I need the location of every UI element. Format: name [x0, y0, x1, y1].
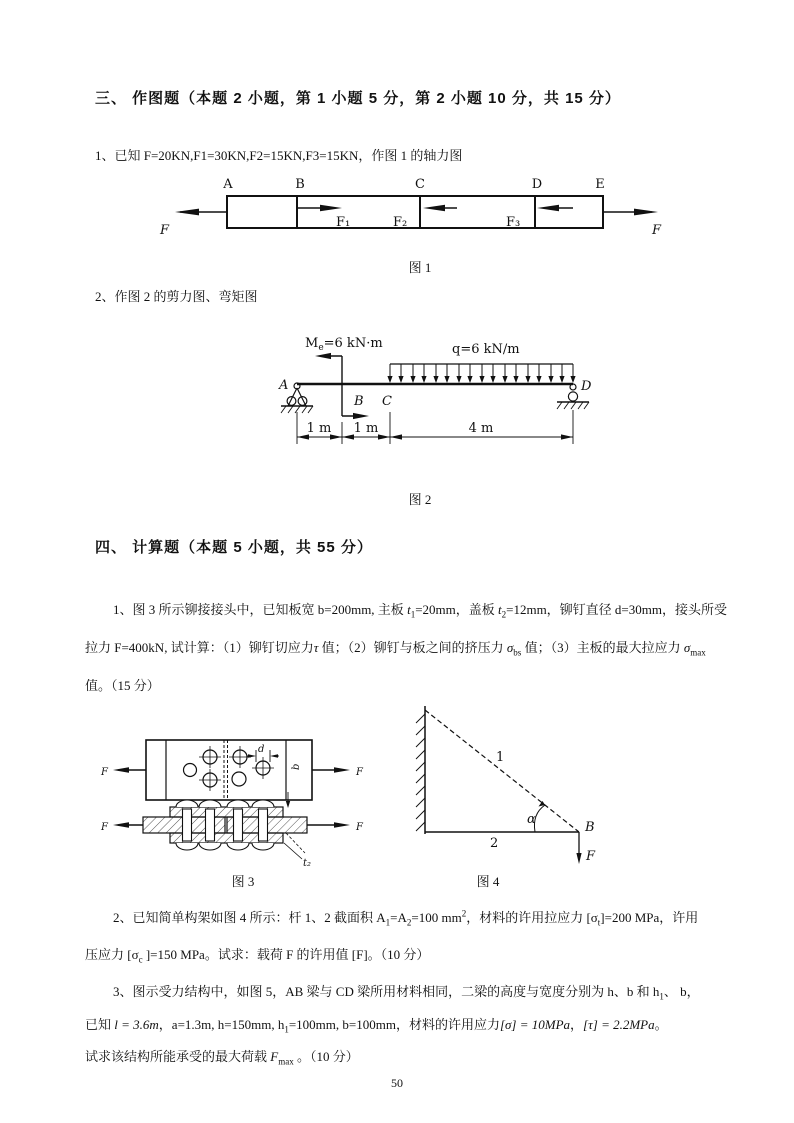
problem-3-2-statement: 2、作图 2 的剪力图、弯矩图: [95, 289, 258, 304]
load-label: q=6 kN/m: [452, 342, 520, 357]
label-B: B: [354, 394, 364, 409]
moment-label: $M_e=6$ kN·m: [305, 336, 383, 353]
label-rod-1: 1: [496, 750, 505, 765]
figure-2-caption: 图 2: [408, 492, 432, 507]
label-F-left: F: [160, 223, 170, 238]
problem-4-2-line-1: 2、已知简单构架如图 4 所示：杆 1、2 截面积 $A_1=A_2=100$ $mm^2$，材料的许用拉应力 $[\sigma_t]=200$ MPa，许用: [113, 908, 699, 928]
section-view: [100, 792, 364, 869]
label-C: C: [382, 394, 392, 409]
label-B: B: [295, 177, 305, 192]
figure-2-beam: [255, 320, 625, 462]
label-D: D: [531, 177, 543, 192]
bar-outline: [227, 196, 603, 228]
wall: [416, 706, 425, 834]
plan-view: [100, 740, 364, 800]
figure-4-bracket: [395, 698, 630, 873]
page-number: 50: [391, 1076, 403, 1090]
load-F: [576, 832, 596, 864]
problem-4-1-line-3: 值。（15 分）: [85, 678, 160, 693]
problem-4-1-line-1: 1、图 3 所示铆接接头中，已知板宽 b=200mm, 主板 $t_1=20mm$，盖板 $t_2=12mm$，铆钉直径 d=30mm，接头所受: [113, 602, 727, 620]
section-4-title: 四、 计算题（本题 5 小题，共 55 分）: [95, 539, 373, 556]
problem-4-2-line-2: 压应力 [$\sigma_c$ ]=150 MPa。试求：载荷 F 的许用值 [F]。（10 分）: [85, 947, 430, 965]
dim-1m-a: 1 m: [306, 421, 332, 436]
label-C: C: [415, 177, 425, 192]
label-F-section-right: F: [356, 822, 363, 833]
dim-4m: 4 m: [468, 421, 494, 436]
force-arrows: [159, 205, 662, 238]
label-F-right: F: [652, 223, 662, 238]
label-A: A: [279, 378, 289, 393]
label-F-plan-left: F: [101, 767, 108, 778]
label-F2: F₂: [393, 215, 408, 230]
figure-4-caption: 图 4: [476, 874, 500, 889]
distributed-load: [387, 342, 575, 383]
problem-4-3-line-2: 已知 l = 3.6m，a=1.3m, h=150mm, $h_1=100mm$, b=100mm，材料的许用应力[σ] = 10MPa，[τ] = 2.2MPa。: [85, 1017, 668, 1035]
label-d: d: [258, 744, 265, 755]
problem-3-1-statement: 1、已知 F=20KN,F1=30KN,F2=15KN,F3=15KN，作图 1 的轴力图: [95, 148, 463, 163]
label-F3: F₃: [506, 215, 521, 230]
dimension-lines: [297, 410, 573, 444]
label-F: F: [586, 849, 596, 864]
problem-4-1-line-2: 拉力 F=400kN, 试计算：（1）铆钉切应力τ 值；（2）铆钉与板之间的挤压力 $\sigma_{bs}$ 值；（3）主板的最大拉应力 $\sigma_{max}$: [85, 640, 706, 658]
figure-1-caption: 图 1: [408, 260, 432, 275]
section-labels: [222, 177, 604, 192]
point-labels: [278, 378, 592, 409]
label-t2: t₂: [303, 858, 312, 869]
label-D: D: [581, 379, 592, 394]
angle-mark: [527, 801, 545, 832]
label-alpha: α: [527, 812, 536, 827]
problem-4-3-line-1: 3、图示受力结构中，如图 5，AB 梁与 CD 梁所用材料相同，二梁的高度与宽度分别为 h、b 和 $h_1$、 b，: [113, 984, 700, 1002]
figure-3-riveted-joint: [100, 712, 390, 872]
figure-3-caption: 图 3: [231, 874, 255, 889]
label-F-section-left: F: [101, 822, 108, 833]
label-F1: F₁: [336, 215, 351, 230]
label-A: A: [223, 177, 233, 192]
rod-1-line: [425, 710, 579, 832]
label-B: B: [585, 820, 595, 835]
moment-couple: [305, 336, 383, 419]
problem-4-3-line-3: 试求该结构所能承受的最大荷载 $F_{max}$ 。（10 分）: [85, 1049, 359, 1067]
label-b: b: [291, 763, 302, 770]
label-E: E: [595, 177, 605, 192]
figure-1-axial-bar: [140, 172, 680, 264]
rivet-holes: [203, 750, 270, 787]
section-3-title: 三、 作图题（本题 2 小题，第 1 小题 5 分，第 2 小题 10 分，共 15 分）: [95, 90, 621, 107]
label-F-plan-right: F: [356, 767, 363, 778]
label-rod-2: 2: [490, 836, 499, 851]
dim-1m-b: 1 m: [353, 421, 379, 436]
